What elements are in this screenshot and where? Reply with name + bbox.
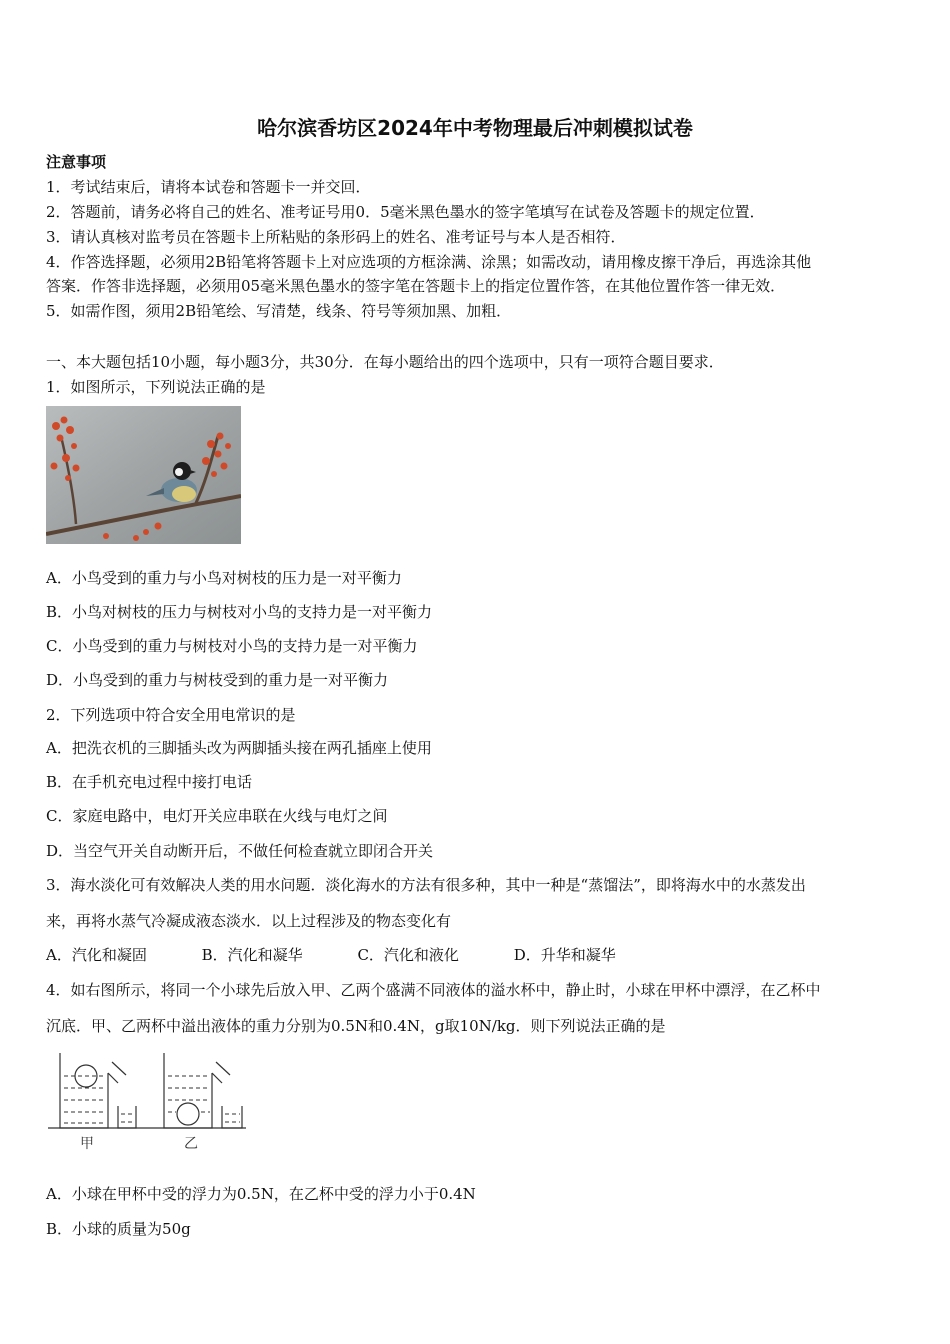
cup-label-jia: 甲 xyxy=(80,1136,94,1152)
overflow-cups-diagram xyxy=(46,1048,256,1153)
section-heading: 一、本大题包括10小题，每小题3分，共30分．在每小题给出的四个选项中，只有一项符合题目要求． xyxy=(46,353,724,371)
page-title: 哈尔滨香坊区2024年中考物理最后冲刺模拟试卷 xyxy=(257,116,693,140)
question-2-stem: 2．下列选项中符合安全用电常识的是 xyxy=(46,706,296,724)
cup-label-yi: 乙 xyxy=(184,1136,198,1152)
notice-item: 3．请认真核对监考员在答题卡上所粘贴的条形码上的姓名、准考证号与本人是否相符． xyxy=(46,228,626,246)
notice-heading: 注意事项 xyxy=(46,153,107,171)
q4-option-a: A．小球在甲杯中受的浮力为0.5N，在乙杯中受的浮力小于0.4N xyxy=(46,1185,476,1203)
question-3-stem-line2: 来，再将水蒸气冷凝成液态淡水．以上过程涉及的物态变化有 xyxy=(46,912,452,930)
question-1-stem: 1．如图所示，下列说法正确的是 xyxy=(46,378,266,396)
q4-option-b: B．小球的质量为50g xyxy=(46,1220,191,1238)
question-4-stem-line1: 4．如右图所示，将同一个小球先后放入甲、乙两个盛满不同液体的溢水杯中，静止时，小球在甲杯中漂浮，在乙杯中 xyxy=(46,981,821,999)
notice-item: 1．考试结束后，请将本试卷和答题卡一并交回． xyxy=(46,178,371,196)
q2-option-c: C．家庭电路中，电灯开关应串联在火线与电灯之间 xyxy=(46,807,388,825)
q3-option-b: B．汽化和凝华 xyxy=(201,946,303,964)
q1-option-d: D．小鸟受到的重力与树枝受到的重力是一对平衡力 xyxy=(46,671,389,689)
q3-options-row xyxy=(46,945,666,965)
notice-item: 5．如需作图，须用2B铅笔绘、写清楚，线条、符号等须加黑、加粗． xyxy=(46,302,512,320)
q3-option-a: A．汽化和凝固 xyxy=(46,946,147,964)
question-4-stem-line2: 沉底．甲、乙两杯中溢出液体的重力分别为0.5N和0.4N，g取10N/kg．则下列说法正确的是 xyxy=(46,1017,666,1035)
q1-option-a: A．小鸟受到的重力与小鸟对树枝的压力是一对平衡力 xyxy=(46,569,402,587)
notice-item: 2．答题前，请务必将自己的姓名、准考证号用0．5毫米黑色墨水的签字笔填写在试卷及答题卡的规定位置． xyxy=(46,203,765,221)
q3-option-c: C．汽化和液化 xyxy=(357,946,459,964)
q2-option-b: B．在手机充电过程中接打电话 xyxy=(46,773,253,791)
q1-option-b: B．小鸟对树枝的压力与树枝对小鸟的支持力是一对平衡力 xyxy=(46,603,433,621)
question-3-stem-line1: 3．海水淡化可有效解决人类的用水问题．淡化海水的方法有很多种，其中一种是“蒸馏法”，即将海水中的水蒸发出 xyxy=(46,876,806,894)
q2-option-a: A．把洗衣机的三脚插头改为两脚插头接在两孔插座上使用 xyxy=(46,739,432,757)
q1-option-c: C．小鸟受到的重力与树枝对小鸟的支持力是一对平衡力 xyxy=(46,637,418,655)
q3-option-d: D．升华和凝华 xyxy=(513,946,616,964)
notice-item: 4．作答选择题，必须用2B铅笔将答题卡上对应选项的方框涂满、涂黑；如需改动，请用橡皮擦干净后，再选涂其他 xyxy=(46,253,812,271)
q2-option-d: D．当空气开关自动断开后，不做任何检查就立即闭合开关 xyxy=(46,842,434,860)
notice-item: 答案．作答非选择题，必须用05毫米黑色墨水的签字笔在答题卡上的指定位置作答，在其他位置作答一律无效． xyxy=(46,277,786,295)
bird-on-branch-photo xyxy=(46,406,241,544)
